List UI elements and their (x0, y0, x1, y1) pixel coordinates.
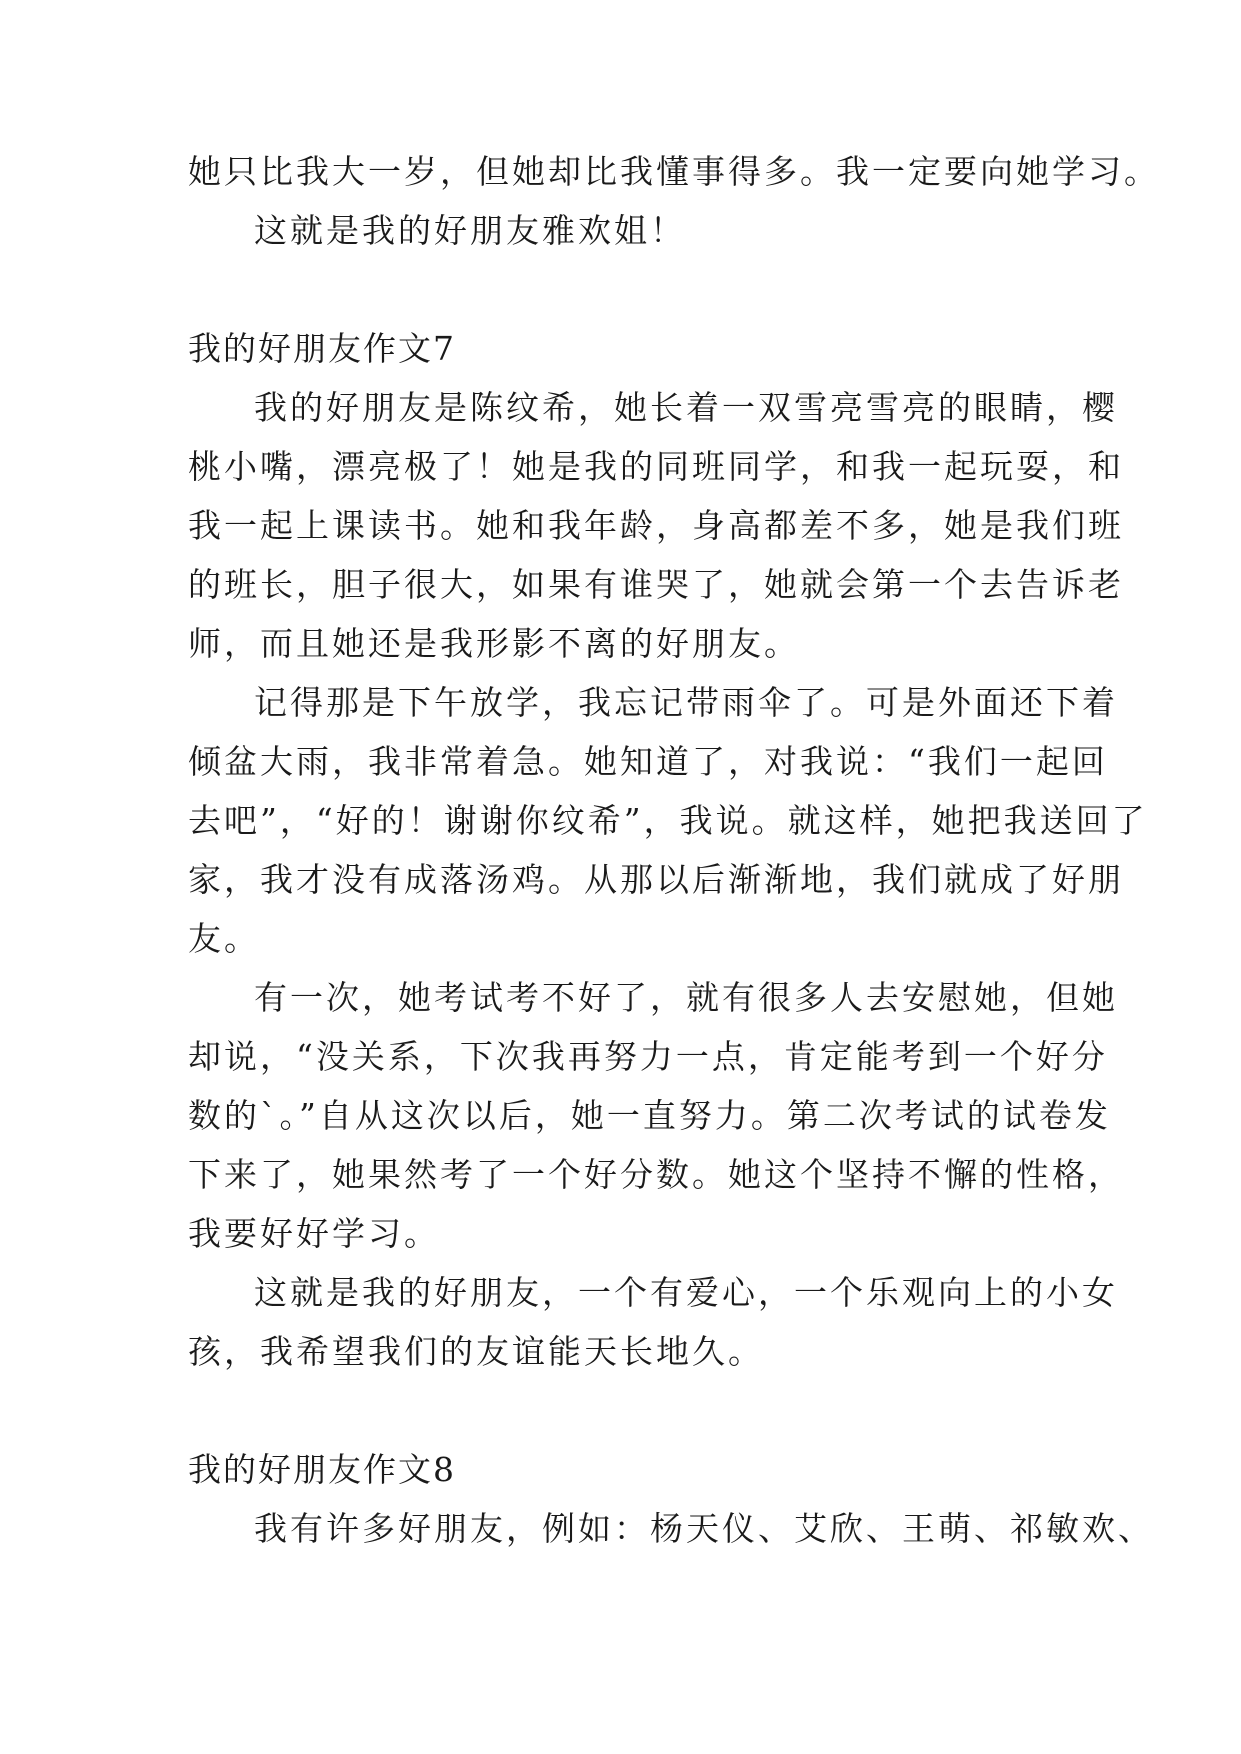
text-line: 却说，“没关系，下次我再努力一点，肯定能考到一个好分 (188, 1037, 1108, 1076)
essay-8-title: 我的好朋友作文8 (188, 1450, 456, 1489)
paragraph-gap (188, 1381, 1068, 1440)
text-line: 我一起上课读书。她和我年龄，身高都差不多，她是我们班 (188, 506, 1124, 545)
essay-7-paragraph-1 (188, 378, 1124, 673)
text-line: 我的好朋友是陈纹希，她长着一双雪亮雪亮的眼睛，樱 (254, 388, 1118, 427)
text-line: 桃小嘴，漂亮极了！她是我的同班同学，和我一起玩耍，和 (188, 447, 1124, 486)
text-line: 她只比我大一岁，但她却比我懂事得多。我一定要向她学习。 (188, 152, 1160, 191)
text-line: 的班长，胆子很大，如果有谁哭了，她就会第一个去告诉老 (188, 565, 1124, 604)
text-line: 我要好好学习。 (188, 1214, 440, 1253)
essay-7-paragraph-3 (188, 968, 1124, 1263)
text-line: 下来了，她果然考了一个好分数。她这个坚持不懈的性格， (188, 1155, 1124, 1194)
text-line: 数的`。”自从这次以后，她一直努力。第二次考试的试卷发 (188, 1096, 1111, 1135)
text-line: 这就是我的好朋友雅欢姐！ (254, 211, 686, 250)
essay-7-paragraph-2 (188, 673, 1148, 968)
text-line: 倾盆大雨，我非常着急。她知道了，对我说：“我们一起回 (188, 742, 1108, 781)
essay-7-title: 我的好朋友作文7 (188, 329, 456, 368)
paragraph-gap (188, 260, 1068, 319)
text-line: 我有许多好朋友，例如：杨天仪、艾欣、王萌、祁敏欢、 (254, 1509, 1154, 1548)
document-page (188, 142, 1160, 1558)
text-line: 这就是我的好朋友，一个有爱心，一个乐观向上的小女 (254, 1273, 1118, 1312)
text-line: 记得那是下午放学，我忘记带雨伞了。可是外面还下着 (254, 683, 1118, 722)
text-line: 有一次，她考试考不好了，就有很多人去安慰她，但她 (254, 978, 1118, 1017)
essay-7-paragraph-4 (188, 1263, 1118, 1381)
text-line: 友。 (188, 919, 260, 958)
text-line: 孩，我希望我们的友谊能天长地久。 (188, 1332, 764, 1371)
text-line: 家，我才没有成落汤鸡。从那以后渐渐地，我们就成了好朋 (188, 860, 1124, 899)
text-line: 去吧”，“好的！谢谢你纹希”，我说。就这样，她把我送回了 (188, 801, 1148, 840)
text-line: 师，而且她还是我形影不离的好朋友。 (188, 624, 800, 663)
